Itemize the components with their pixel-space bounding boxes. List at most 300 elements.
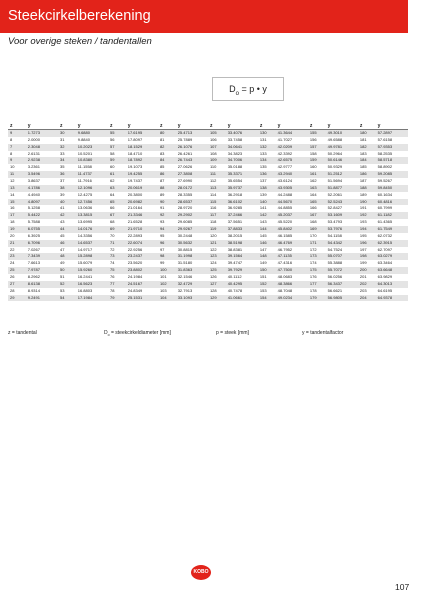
cell-tooth-count: 18: [10, 219, 15, 225]
cell-tooth-factor: 21.3346: [126, 212, 158, 219]
cell-tooth-factor: 58.8902: [377, 164, 393, 170]
cell-tooth-count: 137: [259, 178, 267, 184]
cell-tooth-factor: 14.6537: [76, 240, 108, 247]
column-header: y: [176, 123, 208, 130]
cell-tooth-factor: 3.8637: [27, 178, 40, 184]
cell-tooth-count: 25: [8, 267, 26, 274]
cell-tooth-count: 58: [109, 150, 115, 156]
kobo-logo: KOBO: [191, 565, 211, 580]
cell-tooth-count: 41: [59, 205, 65, 211]
cell-tooth-count: 174: [309, 260, 317, 266]
cell-tooth-count: 98: [158, 253, 176, 260]
cell-tooth-factor: 21.0164: [127, 205, 143, 211]
cell-tooth-factor: 42.0209: [276, 144, 308, 151]
cell-tooth-factor: 2.3048: [26, 144, 58, 151]
cell-tooth-factor: 54.4342: [326, 240, 358, 247]
cell-tooth-factor: 7.9787: [26, 267, 58, 274]
cell-tooth-factor: 45.2037: [276, 212, 308, 219]
cell-tooth-factor: 57.2897: [376, 130, 408, 137]
table-body: [8, 130, 408, 302]
cell-tooth-factor: 53.1609: [326, 212, 358, 219]
cell-tooth-factor: 40.4295: [226, 281, 258, 288]
cell-tooth-count: 72: [109, 246, 115, 252]
cell-tooth-count: 63: [108, 185, 126, 192]
cell-tooth-count: 165: [308, 199, 326, 206]
cell-tooth-factor: 55.7072: [326, 267, 358, 274]
cell-tooth-count: 123: [208, 253, 226, 260]
cell-tooth-count: 158: [309, 150, 317, 156]
cell-tooth-count: 199: [359, 260, 367, 266]
cell-tooth-count: 195: [359, 232, 367, 238]
cell-tooth-factor: 2.9238: [26, 157, 58, 164]
legend-z: z = tandental: [8, 330, 37, 336]
cell-tooth-factor: 16.8803: [77, 287, 93, 293]
cell-tooth-factor: 12.1096: [76, 185, 108, 192]
cell-tooth-count: 131: [259, 136, 267, 142]
cell-tooth-count: 107: [208, 144, 226, 151]
cell-tooth-count: 27: [8, 281, 26, 288]
cell-tooth-count: 13: [8, 185, 26, 192]
cell-tooth-factor: 31.1998: [176, 253, 208, 260]
cell-tooth-count: 59: [108, 157, 126, 164]
cell-tooth-count: 9: [8, 130, 26, 137]
cell-tooth-factor: 62.3915: [376, 240, 408, 247]
cell-tooth-factor: 19.1073: [127, 164, 143, 170]
cell-tooth-count: 29: [8, 295, 26, 302]
cell-tooth-factor: 32.4729: [176, 281, 208, 288]
cell-tooth-count: 47: [59, 246, 65, 252]
table-row: [8, 192, 408, 199]
cell-tooth-factor: 21.9710: [126, 226, 158, 233]
column-header: y: [376, 123, 408, 130]
cell-tooth-factor: 51.5694: [327, 178, 343, 184]
cell-tooth-count: 118: [209, 219, 217, 225]
cell-tooth-count: 104: [158, 295, 176, 302]
cell-tooth-count: 84: [158, 157, 176, 164]
cell-tooth-factor: 47.7500: [276, 267, 308, 274]
cell-tooth-factor: 52.8427: [327, 205, 343, 211]
cell-tooth-count: 171: [308, 240, 326, 247]
cell-tooth-factor: 25.4713: [176, 130, 208, 137]
cell-tooth-count: 202: [358, 281, 376, 288]
cell-tooth-factor: 22.9256: [127, 246, 143, 252]
cell-tooth-count: 186: [358, 171, 376, 178]
cell-tooth-factor: 3.2361: [27, 164, 40, 170]
cell-tooth-count: 113: [208, 185, 226, 192]
cell-tooth-factor: 4.1786: [26, 185, 58, 192]
cell-tooth-count: 109: [208, 157, 226, 164]
cell-tooth-factor: 58.2535: [377, 150, 393, 156]
cell-tooth-factor: 48.0683: [277, 274, 293, 280]
cell-tooth-count: 55: [108, 130, 126, 137]
cell-tooth-factor: 4.4940: [27, 191, 40, 197]
cell-tooth-factor: 63.6648: [376, 267, 408, 274]
cell-tooth-factor: 29.6085: [177, 219, 193, 225]
cell-tooth-count: 100: [158, 267, 176, 274]
cell-tooth-factor: 48.7048: [277, 287, 293, 293]
cell-tooth-count: 92: [158, 212, 176, 219]
cell-tooth-count: 122: [209, 246, 217, 252]
cell-tooth-count: 115: [208, 199, 226, 206]
cell-tooth-count: 81: [159, 136, 165, 142]
cell-tooth-count: 11: [8, 171, 26, 178]
legend-do-sub: o: [107, 333, 110, 337]
cell-tooth-count: 175: [308, 267, 326, 274]
cell-tooth-count: 181: [359, 136, 367, 142]
cell-tooth-factor: 34.7006: [226, 157, 258, 164]
cell-tooth-count: 9: [8, 157, 26, 164]
cell-tooth-count: 60: [109, 164, 115, 170]
cell-tooth-factor: 39.7929: [226, 267, 258, 274]
cell-tooth-factor: 28.3355: [177, 191, 193, 197]
cell-tooth-count: 46: [58, 240, 76, 247]
cell-tooth-factor: 43.9305: [276, 185, 308, 192]
cell-tooth-factor: 23.5620: [127, 260, 143, 266]
cell-tooth-factor: 35.3371: [226, 171, 258, 178]
cell-tooth-factor: 59.2085: [376, 171, 408, 178]
column-header: z: [8, 123, 26, 130]
cell-tooth-count: 160: [309, 164, 317, 170]
cell-tooth-count: 178: [309, 287, 317, 293]
cell-tooth-factor: 16.2441: [77, 274, 93, 280]
cell-tooth-factor: 7.6613: [27, 260, 40, 266]
cell-tooth-count: 179: [308, 295, 326, 302]
cell-tooth-count: 193: [359, 219, 367, 225]
cell-tooth-factor: 61.4365: [377, 219, 393, 225]
cell-tooth-count: 78: [109, 287, 115, 293]
cell-tooth-count: 24: [10, 260, 15, 266]
cell-tooth-factor: 61.1182: [376, 212, 408, 219]
cell-tooth-count: 182: [358, 144, 376, 151]
cell-tooth-count: 30: [58, 130, 76, 137]
cell-tooth-count: 108: [209, 150, 217, 156]
cell-tooth-factor: 25.7889: [177, 136, 193, 142]
cell-tooth-count: 121: [208, 240, 226, 247]
cell-tooth-factor: 17.6195: [126, 130, 158, 137]
table-row: [8, 274, 408, 281]
cell-tooth-count: 170: [309, 232, 317, 238]
cell-tooth-factor: 41.7027: [277, 136, 293, 142]
cell-tooth-factor: 56.0256: [327, 274, 343, 280]
cell-tooth-count: 83: [159, 150, 165, 156]
cell-tooth-count: 31: [59, 136, 65, 142]
cell-tooth-factor: 44.5670: [276, 199, 308, 206]
table-row: [8, 164, 408, 171]
table-row: [8, 178, 408, 185]
cell-tooth-count: 200: [358, 267, 376, 274]
cell-tooth-factor: 22.6074: [126, 240, 158, 247]
cell-tooth-factor: 13.0636: [77, 205, 93, 211]
cell-tooth-factor: 46.4769: [276, 240, 308, 247]
cell-tooth-factor: 64.9378: [376, 295, 408, 302]
cell-tooth-count: 164: [309, 191, 317, 197]
column-header: y: [126, 123, 158, 130]
cell-tooth-count: 167: [308, 212, 326, 219]
table-row: [8, 151, 408, 158]
table-row: [8, 171, 408, 178]
cell-tooth-factor: 8.2962: [27, 274, 40, 280]
table-row: [8, 130, 408, 137]
cell-tooth-count: 154: [258, 295, 276, 302]
cell-tooth-factor: 18.1529: [126, 144, 158, 151]
cell-tooth-factor: 35.6554: [227, 178, 243, 184]
cell-tooth-factor: 50.2964: [327, 150, 343, 156]
cell-tooth-count: 162: [309, 178, 317, 184]
cell-tooth-count: 142: [258, 212, 276, 219]
cell-tooth-factor: 49.9781: [326, 144, 358, 151]
cell-tooth-factor: 31.5180: [177, 260, 193, 266]
cell-tooth-count: 187: [359, 178, 367, 184]
cell-tooth-count: 19: [8, 226, 26, 233]
cell-tooth-count: 183: [359, 150, 367, 156]
cell-tooth-count: 194: [358, 226, 376, 233]
cell-tooth-count: 32: [58, 144, 76, 151]
cell-tooth-factor: 62.0732: [377, 232, 393, 238]
cell-tooth-factor: 41.3644: [276, 130, 308, 137]
cell-tooth-count: 177: [308, 281, 326, 288]
cell-tooth-count: 185: [359, 164, 367, 170]
formula-lhs: D: [229, 84, 236, 94]
cell-tooth-factor: 47.1135: [276, 253, 308, 260]
cell-tooth-factor: 25.1531: [126, 295, 158, 302]
cell-tooth-factor: 64.6195: [377, 287, 393, 293]
cell-tooth-factor: 3.5496: [26, 171, 58, 178]
cell-tooth-factor: 59.5267: [377, 178, 393, 184]
cell-tooth-count: 152: [258, 281, 276, 288]
table-row: [8, 281, 408, 288]
cell-tooth-factor: 38.2015: [227, 232, 243, 238]
table-row: [8, 205, 408, 212]
cell-tooth-factor: 63.3464: [377, 260, 393, 266]
cell-tooth-factor: 52.5243: [326, 199, 358, 206]
cell-tooth-factor: 2.0000: [27, 136, 40, 142]
cell-tooth-factor: 22.2893: [127, 232, 143, 238]
cell-tooth-factor: 15.6079: [77, 260, 93, 266]
legend-do: [104, 330, 171, 337]
cell-tooth-count: 96: [158, 240, 176, 247]
cell-tooth-factor: 45.8402: [276, 226, 308, 233]
table-row: [8, 219, 408, 226]
cell-tooth-factor: 5.4422: [26, 212, 58, 219]
cell-tooth-factor: 47.4316: [277, 260, 293, 266]
table-row: [8, 267, 408, 274]
cell-tooth-count: 172: [309, 246, 317, 252]
cell-tooth-factor: 58.5718: [376, 157, 408, 164]
cell-tooth-factor: 54.7524: [327, 246, 343, 252]
cell-tooth-count: 173: [308, 253, 326, 260]
cell-tooth-factor: 38.5198: [226, 240, 258, 247]
cell-tooth-count: 61: [108, 171, 126, 178]
cell-tooth-factor: 8.9314: [27, 287, 40, 293]
table-row: [8, 137, 408, 144]
cell-tooth-count: 125: [208, 267, 226, 274]
cell-tooth-factor: 36.2918: [227, 191, 243, 197]
cell-tooth-count: 149: [259, 260, 267, 266]
column-header: z: [58, 123, 76, 130]
cell-tooth-count: 73: [108, 253, 126, 260]
cell-tooth-factor: 18.7892: [126, 157, 158, 164]
cell-tooth-factor: 12.4275: [77, 191, 93, 197]
cell-tooth-factor: 37.5651: [227, 219, 243, 225]
cell-tooth-count: 38: [58, 185, 76, 192]
cell-tooth-factor: 56.9805: [326, 295, 358, 302]
cell-tooth-factor: 60.4816: [376, 199, 408, 206]
cell-tooth-count: 17: [8, 212, 26, 219]
cell-tooth-count: 76: [109, 274, 115, 280]
cell-tooth-factor: 23.2437: [126, 253, 158, 260]
cell-tooth-count: 111: [208, 171, 226, 178]
cell-tooth-count: 97: [159, 246, 165, 252]
cell-tooth-count: 119: [208, 226, 226, 233]
formula-box: [212, 77, 284, 101]
cell-tooth-count: 94: [158, 226, 176, 233]
cell-tooth-factor: 34.0641: [226, 144, 258, 151]
cell-tooth-factor: 56.6621: [327, 287, 343, 293]
cell-tooth-count: 141: [259, 205, 267, 211]
cell-tooth-factor: 29.2902: [176, 212, 208, 219]
cell-tooth-count: 39: [59, 191, 65, 197]
cell-tooth-count: 16: [10, 205, 15, 211]
cell-tooth-factor: 15.2898: [76, 253, 108, 260]
cell-tooth-count: 68: [109, 219, 115, 225]
cell-tooth-count: 128: [209, 287, 217, 293]
cell-tooth-factor: 9.6880: [76, 130, 108, 137]
cell-tooth-factor: 2.6131: [27, 150, 40, 156]
cell-tooth-factor: 62.7097: [377, 246, 393, 252]
cell-tooth-count: 129: [208, 295, 226, 302]
cell-tooth-count: 190: [358, 199, 376, 206]
cell-tooth-count: 37: [59, 178, 65, 184]
column-header: y: [226, 123, 258, 130]
cell-tooth-count: 57: [108, 144, 126, 151]
cell-tooth-factor: 14.3356: [77, 232, 93, 238]
cell-tooth-count: 8: [10, 150, 13, 156]
cell-tooth-factor: 6.0755: [26, 226, 58, 233]
cell-tooth-count: 120: [209, 232, 217, 238]
cell-tooth-factor: 42.9777: [277, 164, 293, 170]
cell-tooth-count: 116: [209, 205, 217, 211]
cell-tooth-count: 91: [159, 205, 165, 211]
cell-tooth-factor: 34.3823: [227, 150, 243, 156]
cell-tooth-count: 112: [209, 178, 217, 184]
cell-tooth-count: 56: [109, 136, 115, 142]
cell-tooth-factor: 29.9267: [176, 226, 208, 233]
cell-tooth-factor: 42.6575: [276, 157, 308, 164]
column-header: z: [208, 123, 226, 130]
cell-tooth-count: 82: [158, 144, 176, 151]
cell-tooth-factor: 9.2491: [26, 295, 58, 302]
cell-tooth-factor: 13.6995: [77, 219, 93, 225]
cell-tooth-factor: 26.1076: [176, 144, 208, 151]
cell-tooth-factor: 14.0176: [76, 226, 108, 233]
table-row: [8, 260, 408, 267]
cell-tooth-factor: 26.4261: [177, 150, 193, 156]
cell-tooth-factor: 32.7913: [177, 287, 193, 293]
cell-tooth-count: 110: [209, 164, 217, 170]
cell-tooth-factor: 7.0267: [27, 246, 40, 252]
cell-tooth-factor: 18.4710: [127, 150, 143, 156]
column-header: z: [358, 123, 376, 130]
cell-tooth-factor: 20.6982: [126, 199, 158, 206]
cell-tooth-count: 69: [108, 226, 126, 233]
cell-tooth-count: 138: [258, 185, 276, 192]
table-row: [8, 144, 408, 151]
cell-tooth-factor: 27.0626: [177, 164, 193, 170]
cell-tooth-factor: 37.8833: [226, 226, 258, 233]
cell-tooth-count: 163: [308, 185, 326, 192]
cell-tooth-factor: 43.2940: [276, 171, 308, 178]
cell-tooth-count: 146: [258, 240, 276, 247]
cell-tooth-factor: 36.9285: [227, 205, 243, 211]
cell-tooth-count: 66: [109, 205, 115, 211]
cell-tooth-factor: 17.1984: [76, 295, 108, 302]
cell-tooth-factor: 49.0234: [276, 295, 308, 302]
table-row: [8, 247, 408, 254]
cell-tooth-factor: 27.6990: [177, 178, 193, 184]
cell-tooth-count: 130: [258, 130, 276, 137]
cell-tooth-factor: 30.2448: [177, 232, 193, 238]
cell-tooth-factor: 46.7952: [277, 246, 293, 252]
cell-tooth-count: 139: [259, 191, 267, 197]
cell-tooth-count: 23: [8, 253, 26, 260]
cell-tooth-count: 70: [109, 232, 115, 238]
cell-tooth-count: 126: [209, 274, 217, 280]
cell-tooth-factor: 35.9737: [226, 185, 258, 192]
cell-tooth-count: 54: [58, 295, 76, 302]
cell-tooth-factor: 31.8363: [176, 267, 208, 274]
cell-tooth-count: 124: [209, 260, 217, 266]
cell-tooth-count: 52: [58, 281, 76, 288]
cell-tooth-factor: 61.7549: [376, 226, 408, 233]
cell-tooth-factor: 53.4793: [327, 219, 343, 225]
column-header: z: [258, 123, 276, 130]
cell-tooth-count: 10: [10, 164, 15, 170]
cell-tooth-count: 168: [309, 219, 317, 225]
cell-tooth-count: 79: [108, 295, 126, 302]
column-header: y: [276, 123, 308, 130]
column-header: z: [108, 123, 126, 130]
cell-tooth-count: 157: [308, 144, 326, 151]
cell-tooth-factor: 1.7273: [26, 130, 58, 137]
cell-tooth-factor: 57.9353: [376, 144, 408, 151]
cell-tooth-count: 188: [358, 185, 376, 192]
cell-tooth-count: 196: [358, 240, 376, 247]
cell-tooth-count: 180: [358, 130, 376, 137]
cell-tooth-factor: 15.9260: [76, 267, 108, 274]
cell-tooth-count: 71: [108, 240, 126, 247]
cell-tooth-factor: 7.3439: [26, 253, 58, 260]
cell-tooth-count: 145: [259, 232, 267, 238]
table-row: [8, 157, 408, 164]
cell-tooth-count: 35: [59, 164, 65, 170]
cell-tooth-factor: 39.1564: [226, 253, 258, 260]
cell-tooth-count: 105: [208, 130, 226, 137]
cell-tooth-count: 44: [58, 226, 76, 233]
cell-tooth-factor: 33.1093: [176, 295, 208, 302]
cell-tooth-count: 48: [58, 253, 76, 260]
cell-tooth-factor: 4.8097: [26, 199, 58, 206]
cell-tooth-count: 74: [109, 260, 115, 266]
cell-tooth-factor: 63.0279: [376, 253, 408, 260]
cell-tooth-factor: 57.6158: [377, 136, 393, 142]
cell-tooth-count: 40: [58, 199, 76, 206]
legend-p: p = steek [mm]: [216, 330, 249, 336]
cell-tooth-count: 90: [158, 199, 176, 206]
cell-tooth-factor: 64.3013: [376, 281, 408, 288]
cell-tooth-factor: 28.0172: [176, 185, 208, 192]
cell-tooth-factor: 24.5167: [126, 281, 158, 288]
cell-tooth-factor: 38.8381: [227, 246, 243, 252]
